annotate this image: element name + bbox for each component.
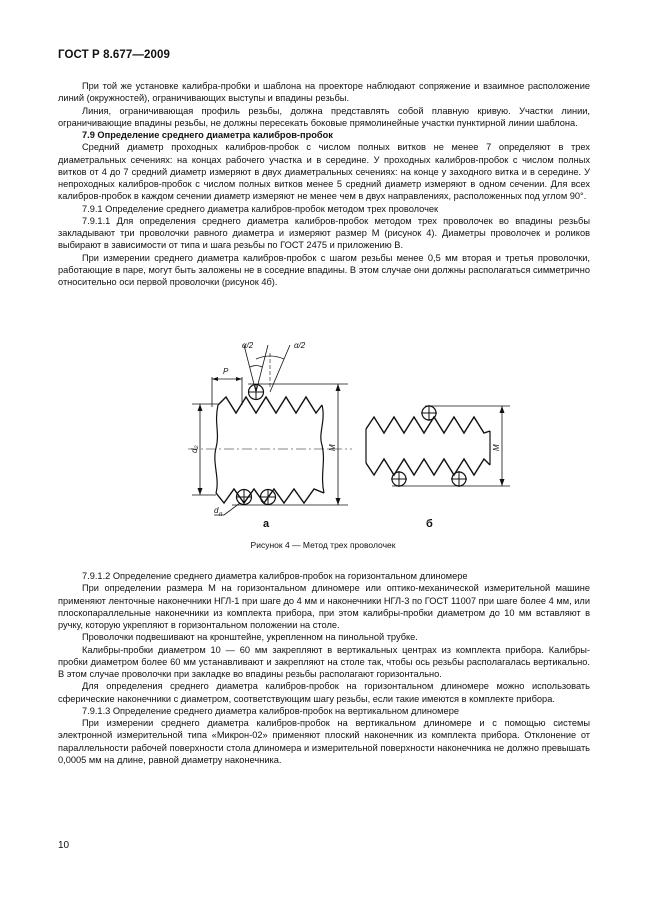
thread-profile-bottom [366,459,490,475]
paragraph: Линия, ограничивающая профиль резьбы, должна представлять собой плавную кривую. Участки линии, ограничивающие впадины резьбы, не должны пересекать боковые прямолинейные участки пунктирной линии шаблона. [58,105,590,128]
paragraph: При определении размера M на горизонтальном длиномере или оптико-механической измерительной машине применяют ленточные наконечники НГЛ-1 при шаге до 4 мм и наконечники НГЛ-3 по ГОСТ 11007 при шаге более 4 мм, или плоскопараллельные наконечники из комплекта прибора, при этом калибры-пробки диаметром до 10 мм вставляют в ручку, которую укрепляют в горизонтальном положении на столе. [58,583,590,630]
paragraph: Для определения среднего диаметра калибров-пробок на горизонтальном длиномере можно использовать сферические наконечники с диаметром, соответствующим шагу резьбы, если такие имеются в комплекте прибора. [58,681,590,704]
arrowhead [236,377,242,381]
thread-profile-top [218,397,322,413]
paragraph: Средний диаметр проходных калибров-пробок с числом полных витков не менее 7 определяют в трех диаметральных сечениях: на концах рабочего участка и в середине. У проходных калибров-пробок с числом полных витков от 4 до 7 средний диаметр измеряют в двух диаметральных сечениях: на конце у заходного витка и в середине. У непроходных калибров-пробок с числом полных витков менее 5 средний диаметр измеряют в одном сечении. Для всех калибров-пробок в каждом сечении диаметр измеряют не менее чем в двух направлениях, расположенных под углом 90°. [58,142,590,202]
paragraph: При измерении среднего диаметра калибров-пробок на вертикальном длиномере и с помощью системы электронной измерительной типа «Микрон-02» применяют плоский наконечник из комплекта прибора. Отклонение от параллельности рабочей поверхности стола длиномера и измерительной поверхности наконечника не должно превышать 0,0005 мм на длине, равной диаметру наконечника. [58,718,590,765]
thread-profile-bottom [216,489,324,503]
three-wire-figure [170,333,520,543]
m-label: M [328,444,337,451]
figure-caption: Рисунок 4 — Метод трех проволочек [250,540,396,550]
subfigure-a-label: а [263,518,270,530]
bottom-text-block [58,570,590,766]
flank-extension-line [256,345,268,392]
subfigure-b-label: б [426,518,433,530]
flank-extension-line [270,345,290,392]
flank-extension-line [244,345,256,392]
wire-diameter-subscript: п [219,512,223,518]
pitch-label: P [223,367,229,376]
d2-label: d₂ [190,445,199,453]
alpha-half-label: α/2 [242,341,254,350]
paragraph: Проволочки подвешивают на кронштейне, укрепленном на пинольной трубке. [82,632,418,643]
arrowhead [500,479,505,486]
paragraph: Калибры-пробки диаметром 10 — 60 мм закрепляют в вертикальных центрах из комплекта прибора. Калибры-пробки диаметром более 60 мм устанавливают и закрепляют на столе так, чтобы ось резьбы располагалась вертикально. В этом случае проволочки при закладке во впадины резьбы располагают горизонтально. [58,644,590,679]
subsection-heading: 7.9.1.3 Определение среднего диаметра калибров-пробок на вертикальном длиномере [82,705,459,716]
arrowhead [500,406,505,413]
paragraph: 7.9.1.1 Для определения среднего диаметра калибров-пробок методом трех проволочек во впадины резьбы закладывают три проволочки равного диаметра и измеряют размер M (рисунок 4). Диаметры проволочек и роликов выбирают в зависимости от типа и шага резьбы по ГОСТ 2475 и приложению В. [58,215,590,251]
angle-arc [250,366,262,368]
top-text-block [58,80,590,288]
document-header: ГОСТ Р 8.677—2009 [58,49,170,61]
figure-a [188,345,352,515]
arrowhead [212,377,218,381]
arrowhead [336,498,341,505]
arrowhead [198,488,203,495]
wire-diameter-label: d [214,506,219,515]
subsection-heading: 7.9.1.2 Определение среднего диаметра калибров-пробок на горизонтальном длиномере [82,571,468,581]
paragraph: При той же установке калибра-пробки и шаблона на проекторе наблюдают сопряжение и взаимное расположение линий (окружностей), ограничивающих выступы и впадины резьбы. [58,81,590,104]
paragraph: При измерении среднего диаметра калибров-пробок с шагом резьбы менее 0,5 мм вторая и третья проволочки, работающие в паре, могут быть заложены не в соседние впадины. В этом случае они должны располагаться симметрично относительно оси первой проволочки (рисунок 4б). [58,252,590,287]
subsection-heading: 7.9.1 Определение среднего диаметра калибров-пробок методом трех проволочек [82,203,439,214]
page-number: 10 [58,840,70,851]
figure-b [366,405,510,487]
arrowhead [198,404,203,411]
arrowhead [336,384,341,391]
alpha-half-label: α/2 [294,341,306,350]
m-label: M [492,444,501,451]
section-heading: 7.9 Определение среднего диаметра калибров-пробок [82,130,333,140]
figure-drawing [170,333,520,543]
